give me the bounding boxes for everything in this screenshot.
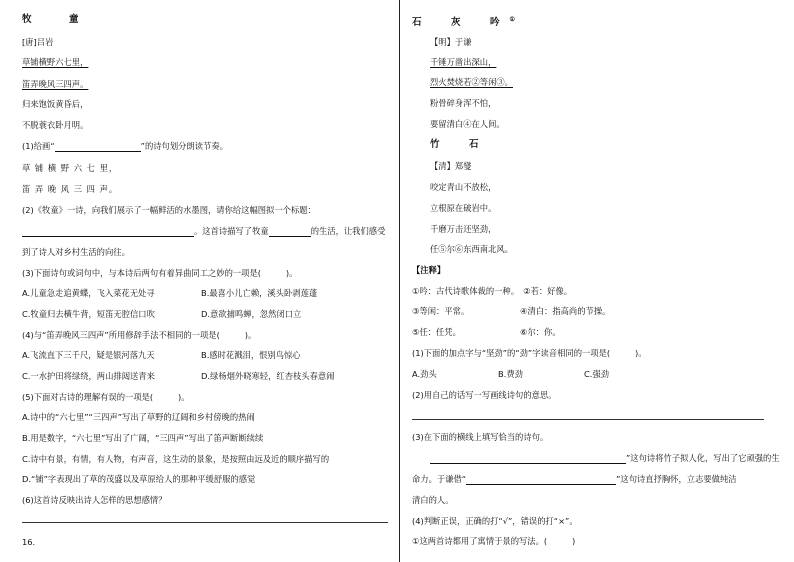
note-1: ①吟：古代诗歌体裁的一种。 ②若：好像。 — [412, 286, 573, 296]
notes-heading: 【注释】 — [412, 265, 446, 275]
q5-option-a[interactable]: A.诗中的“六七里”“三四声”写出了草野的辽阔和乡村傍晚的热闹 — [22, 412, 255, 422]
q4-option-d[interactable]: D.绿杨烟外晓寒轻，红杏枝头春意闹 — [201, 371, 335, 381]
zhushi-line-4: 任⑤尔⑥东西南北风。 — [430, 244, 513, 254]
poem-author-yuqian: 【明】于谦 — [430, 37, 472, 47]
answer-blank-title[interactable] — [22, 227, 194, 237]
rq1-option-b[interactable]: B.费劲 — [498, 369, 523, 379]
question-2-b2: 的生活，让我们感受 — [310, 226, 386, 236]
note-5: ⑤任：任凭。 — [412, 327, 461, 337]
zhushi-line-2: 立根原在破岩中。 — [430, 203, 497, 213]
r-question-3-a-text: ”这句诗将竹子拟人化，写出了它顽强的生 — [626, 453, 780, 463]
zhushi-line-3: 千磨万击还坚劲， — [430, 224, 497, 234]
poem-line-1: 草铺横野六七里， — [22, 57, 89, 67]
question-4: (4)与“笛弄晚风三四声”所用修辞手法不相同的一项是( )。 — [22, 330, 257, 340]
shihui-line-4: 要留清白④在人间。 — [430, 119, 505, 129]
rhythm-line-2: 笛 弄 晚 风 三 四 声。 — [22, 184, 119, 194]
answer-blank-1[interactable] — [55, 142, 141, 152]
shihui-line-1: 千锤万凿出深山， — [430, 57, 497, 67]
r-question-4: (4)判断正误，正确的打“√”，错误的打“×”。 — [412, 516, 578, 526]
poem-title-shihuiyin — [412, 14, 515, 28]
answer-blank-zhushi[interactable] — [430, 454, 626, 464]
poem-title-mutong: 牧 童 — [22, 14, 93, 25]
poem-line-4: 不脱蓑衣卧月明。 — [22, 120, 89, 130]
question-2-c: 到了诗人对乡村生活的向往。 — [22, 247, 130, 257]
question-5: (5)下面对古诗的理解有误的一项是( )。 — [22, 392, 190, 402]
r-question-3-b1: 命力。于谦借“ — [412, 474, 467, 484]
note-3: ③等闲：平常。 — [412, 306, 470, 316]
page-number: 16. — [22, 537, 36, 547]
r-question-2: (2)用自己的话写一写画线诗句的意思。 — [412, 390, 557, 400]
shihui-line-2: 烈火焚烧若②等闲③。 — [430, 77, 513, 87]
question-2-a: (2)《牧童》一诗，向我们展示了一幅鲜活的水墨图，请你给这幅图拟一个标题： — [22, 205, 316, 215]
q4-option-c[interactable]: C.一水护田将绿绕，两山排闼送青来 — [22, 371, 155, 381]
q4-option-b[interactable]: B.感时花溅泪，恨别鸟惊心 — [201, 350, 301, 360]
r-question-3: (3)在下面的横线上填写恰当的诗句。 — [412, 432, 549, 442]
q3-option-b[interactable]: B.最喜小儿亡赖，溪头卧剥莲蓬 — [201, 288, 318, 298]
poem-author: [唐]吕岩 — [22, 37, 54, 47]
question-1-start: (1)给画“ — [22, 141, 55, 151]
r-question-3-b — [412, 474, 737, 485]
right-column — [404, 0, 780, 562]
shihuiyin-title-text: 石 灰 吟 — [412, 17, 510, 29]
column-divider — [399, 0, 400, 562]
question-3: (3)下面诗句或词句中，与本诗后两句有着异曲同工之妙的一项是( )。 — [22, 268, 298, 278]
q4-option-a[interactable]: A.飞流直下三千尺，疑是银河落九天 — [22, 350, 155, 360]
poem-line-3: 归来饱饭黄昏后， — [22, 99, 89, 109]
answer-blank-shihui[interactable] — [466, 475, 616, 485]
rq4-item-1[interactable]: ①这两首诗都用了寓情于景的写法。( ) — [412, 536, 576, 546]
poem-title-zhushi: 竹 石 — [430, 139, 489, 150]
q5-option-b[interactable]: B.用是数字，“六七里”写出了广阔，“三四声”写出了笛声断断续续 — [22, 433, 264, 443]
question-1 — [22, 141, 228, 152]
rq1-option-a[interactable]: A.劲头 — [412, 369, 437, 379]
question-2-b1: 。这首诗描写了牧童 — [194, 226, 269, 236]
note-4: ④清白：指高尚的节操。 — [520, 306, 611, 316]
poem-line-2: 笛弄晚风三四声。 — [22, 79, 89, 89]
answer-line-rq2[interactable] — [412, 419, 764, 420]
q3-option-a[interactable]: A.儿童急走追黄蝶，飞入菜花无处寻 — [22, 288, 155, 298]
r-question-3-c: 清白的人。 — [412, 495, 454, 505]
q5-option-d[interactable]: D.“铺”字表现出了草的茂盛以及草原给人的那种平缓舒服的感觉 — [22, 474, 256, 484]
r-question-3-b2: ”这句诗直抒胸怀，立志要做纯洁 — [616, 474, 737, 484]
shihui-line-3: 粉骨碎身浑不怕， — [430, 98, 497, 108]
left-column — [18, 0, 394, 562]
poem-author-zhengxie: 【清】郑燮 — [430, 161, 472, 171]
zhushi-line-1: 咬定青山不放松， — [430, 182, 497, 192]
answer-line-q6[interactable] — [22, 522, 388, 523]
answer-blank-life[interactable] — [269, 227, 311, 237]
question-1-end: ”的诗句划分朗读节奏。 — [140, 141, 228, 151]
r-question-1: (1)下面的加点字与“坚劲”的“劲”字读音相同的一项是( )。 — [412, 348, 647, 358]
q3-option-d[interactable]: D.意欲捕鸣蝉，忽然闭口立 — [201, 309, 302, 319]
title-note-marker: ① — [509, 16, 515, 23]
note-6: ⑥尔：你。 — [520, 327, 561, 337]
r-question-3-a — [412, 453, 780, 464]
question-2-b — [22, 226, 385, 237]
q5-option-c[interactable]: C.诗中有景，有情，有人物，有声音，这生动的景象，是按照由远及近的顺序描写的 — [22, 454, 330, 464]
q3-option-c[interactable]: C.牧童归去横牛背，短笛无腔信口吹 — [22, 309, 155, 319]
question-6: (6)这首诗反映出诗人怎样的思想感情？ — [22, 495, 167, 505]
rhythm-line-1: 草 铺 横 野 六 七 里， — [22, 163, 119, 173]
rq1-option-c[interactable]: C.强劲 — [584, 369, 610, 379]
